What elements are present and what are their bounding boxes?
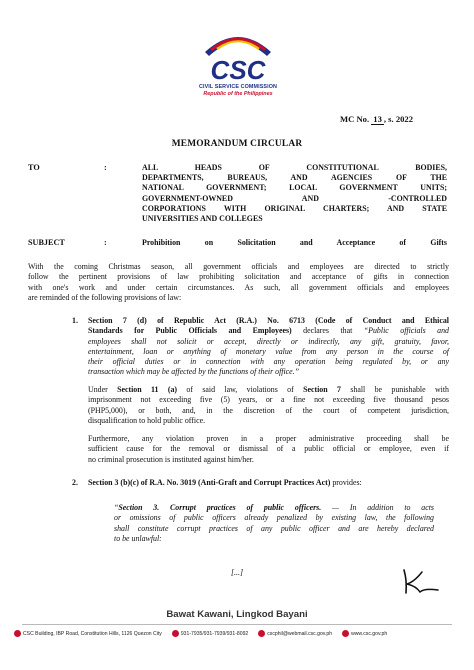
item-2-lead-bold: Section 3 (b)(c) of R.A. No. 3019 (Anti-Graft and Corrupt Practices Act) [88, 478, 331, 487]
to-line: GOVERNMENT-OWNED AND -CONTROLLED [142, 193, 447, 203]
memo-number [340, 114, 413, 125]
item-1-line: transaction which may be affected by the functions of their office.” [88, 367, 300, 377]
item-1-number: 1. [72, 316, 78, 325]
item-2-quote [114, 503, 434, 544]
to-line: NATIONAL GOVERNMENT; LOCAL GOVERNMENT UNITS; [142, 183, 447, 193]
item-2-lead-rest: provides: [330, 478, 362, 487]
agency-name: CIVIL SERVICE COMMISSION [199, 84, 277, 90]
penalty-line: Under Section 11 (a) of said law, violations of Section 7 shall be punishable with [88, 385, 449, 394]
item-1-paragraph [88, 316, 449, 378]
footer-address [14, 630, 162, 637]
to-line: CORPORATIONS WITH ORIGINAL CHARTERS; AND STATE [142, 203, 447, 213]
location-icon [14, 630, 21, 637]
admin-line: sufficient cause for the removal or dismissal of a public official or employee, even if [88, 444, 449, 454]
penalty-line: (PHP5,000), or both, and, in the discretion of the court of competent jurisdiction, [88, 405, 449, 415]
item-1-line: entertainment, loan or anything of monetary value from any person in the course of [88, 346, 449, 356]
subject-text: Prohibition on Solicitation and Acceptance of Gifts [142, 238, 447, 247]
item-1-line: employees shall not solicit or accept, directly or indirectly, any gift, gratuity, favor, [88, 336, 449, 346]
subject-colon: : [104, 238, 107, 247]
intro-paragraph [28, 262, 449, 303]
item-1-admin [88, 434, 449, 465]
to-line: ALL HEADS OF CONSTITUTIONAL BODIES, [142, 163, 447, 172]
item-1-line: Section 7 (d) of Republic Act (R.A.) No. 6713 (Code of Conduct and Ethical [88, 316, 449, 325]
quote-ellipsis: [...] [230, 568, 244, 577]
email-text: cscphil@webmail.csc.gov.ph [267, 630, 333, 637]
intro-line: with one's work and under certain circumstances. As such, all government officials and employees [28, 282, 449, 292]
item-1-line: their official duties or in connection with any operation being regulated by, or any [88, 357, 449, 367]
footer-website[interactable] [342, 630, 387, 637]
item-2-number: 2. [72, 478, 78, 487]
intro-line: With the coming Christmas season, all government officials and employees are directed to strictly [28, 262, 449, 271]
to-addressees [142, 163, 447, 224]
phone-text: 931-7935/931-7939/931-8092 [180, 630, 249, 637]
footer-motto: Bawat Kawani, Lingkod Bayani [166, 609, 308, 620]
penalty-line: imprisonment not exceeding five (5) years, or a fine not exceeding five thousand pesos [88, 395, 449, 405]
memo-number-suffix: , s. 2022 [383, 114, 414, 124]
address-text: CSC Building, IBP Road, Constitution Hills, 1126 Quezon City [23, 630, 162, 637]
subject-label: SUBJECT [28, 238, 65, 247]
item-1-law-title: Standards for Public Officials and Employees) [88, 326, 292, 336]
memo-number-value: 13 [373, 114, 382, 124]
footer-contacts [14, 630, 464, 637]
to-colon: : [104, 163, 107, 172]
email-icon [258, 630, 265, 637]
intro-line: follow the pertinent provisions of law prohibiting solicitation and acceptance of gifts in connection [28, 272, 449, 282]
globe-icon [342, 630, 349, 637]
footer-divider [22, 624, 452, 625]
footer-email[interactable] [258, 630, 332, 637]
item-1-line: Standards for Public Officials and Employees) declares that “Public officials and [88, 326, 449, 336]
to-line: UNIVERSITIES AND COLLEGES [142, 214, 263, 224]
admin-line: Furthermore, any violation proven in a proper administrative proceeding shall be [88, 434, 449, 443]
penalty-line: disqualification to hold public office. [88, 415, 206, 425]
document-title: MEMORANDUM CIRCULAR [171, 139, 303, 149]
phone-icon [172, 630, 179, 637]
item-1-quote-start: “Public officials and [363, 326, 449, 336]
quote-line: to be unlawful: [114, 533, 162, 543]
memo-number-prefix: MC No. [340, 114, 370, 124]
logo-text: CSC [210, 55, 266, 85]
quote-line: shall constitute corrupt practices of any public officer and are hereby declared [114, 523, 434, 533]
quote-line: or omissions of public officers already penalized by existing law, the following [114, 513, 434, 523]
country-name: Republic of the Philippines [203, 91, 273, 97]
website-text: www.csc.gov.ph [351, 630, 388, 637]
intro-line: are reminded of the following provisions of law: [28, 292, 182, 302]
item-2-lead [88, 478, 449, 488]
signature [398, 566, 442, 596]
item-1-penalty [88, 385, 449, 426]
admin-line: no criminal prosecution is instituted against him/her. [88, 454, 254, 464]
to-label: TO [28, 163, 40, 172]
to-line: DEPARTMENTS, BUREAUS, AND AGENCIES OF THE [142, 173, 447, 183]
footer-phone [172, 630, 248, 637]
quote-line: “Section 3. Corrupt practices of public officers. — In addition to acts [114, 503, 434, 512]
